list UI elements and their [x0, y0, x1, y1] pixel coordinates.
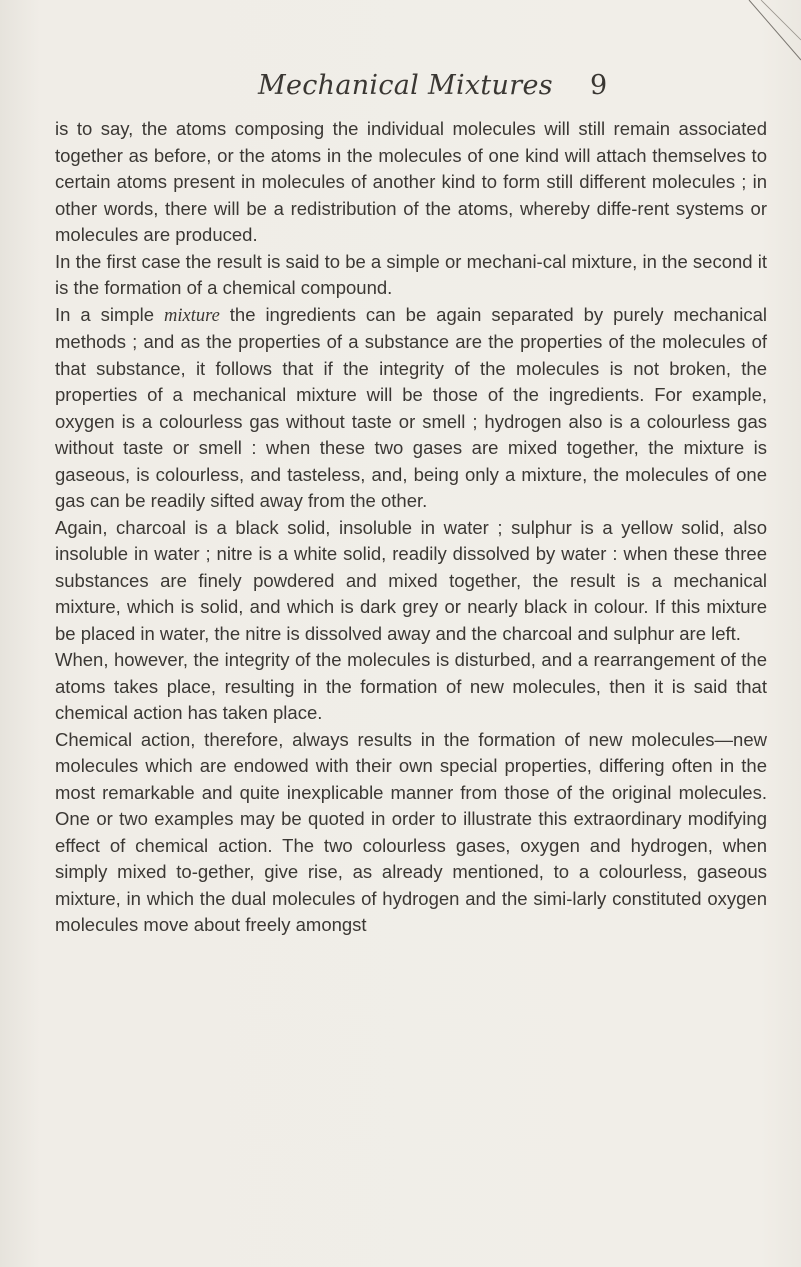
paragraph-6: Chemical action, therefore, always results in the formation of new molecules—new molecules which are endowed with their own special properties, differing often in the most remarkable and quite inexplicable manner from those of the original molecules. One or two examples may be quoted in order to illustrate this extraordinary modifying effect of chemical action. The two colourless gases, oxygen and hydrogen, when simply mixed to-gether, give rise, as already mentioned, to a colourless, gaseous mixture, in which the dual molecules of hydrogen and the simi-larly constituted oxygen molecules move about freely amongst	[55, 728, 767, 935]
body-text	[55, 116, 767, 939]
paragraph-4: Again, charcoal is a black solid, insoluble in water ; sulphur is a yellow solid, also insoluble in water ; nitre is a white solid, readily dissolved by water : when these three substances are finely powdered and mixed together, the result is a mechanical mixture, which is solid, and which is dark grey or nearly black in colour. If this mixture be placed in water, the nitre is dissolved away and the charcoal and sulphur are left.	[55, 516, 767, 644]
paragraph-1: is to say, the atoms composing the individual molecules will still remain associated together as before, or the atoms in the molecules of one kind will attach themselves to certain atoms present in molecules of another kind to form still different molecules ; in other words, there will be a redistribution of the atoms, whereby diffe-rent systems or molecules are produced.	[55, 118, 767, 245]
paragraph-3-rest: the ingredients can be again separated by purely mechanical methods ; and as the properties of a substance are the properties of the molecules of that substance, it follows that if the integrity of the molecules is not broken, the properties of a mechanical mixture will be those of the ingredients. For example, oxygen is a colourless gas without taste or smell ; hydrogen also is a colourless gas without taste or smell : when these two gases are mixed together, the mixture is gaseous, is colourless, and tasteless, and, being only a mixture, the molecules of one gas can be readily sifted away from the other.	[55, 303, 767, 511]
running-title: Mechanical Mixtures	[258, 70, 553, 101]
running-header	[0, 70, 801, 110]
paragraph-3	[55, 302, 767, 515]
paragraph-3-lead: In a simple	[55, 303, 165, 325]
paragraph-2: In the first case the result is said to be a simple or mechani-cal mixture, in the second it is the formation of a chemical compound.	[55, 250, 767, 298]
emphasized-term-mixture: mixture	[164, 305, 220, 326]
page-number: 9	[590, 70, 608, 101]
paragraph-5: When, however, the integrity of the molecules is disturbed, and a rearrangement of the atoms takes place, resulting in the formation of new molecules, then it is said that chemical action has taken place.	[55, 649, 767, 723]
